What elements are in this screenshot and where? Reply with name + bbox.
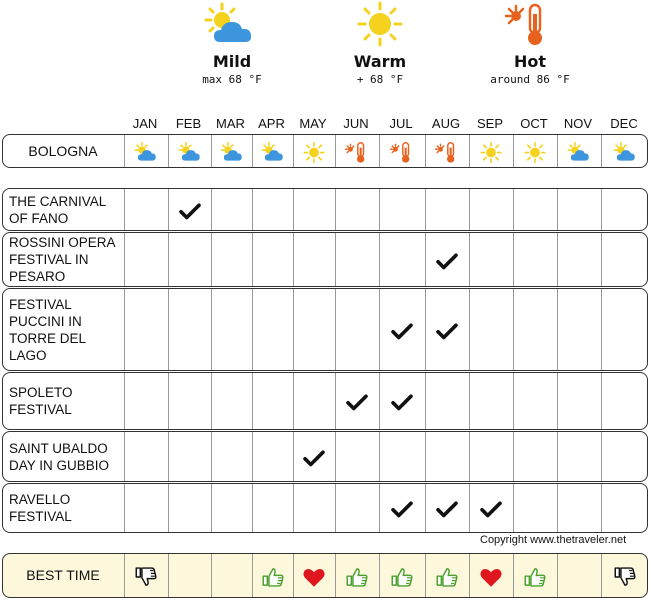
partly-cloudy-icon	[177, 141, 203, 164]
column-divider	[293, 189, 294, 230]
thumbs-down-icon	[133, 565, 159, 589]
column-divider	[252, 484, 253, 532]
column-divider	[601, 373, 602, 429]
partly-cloudy-icon	[612, 141, 638, 164]
month-oct: OCT	[520, 116, 548, 131]
column-divider	[379, 484, 380, 532]
best-time-row	[2, 553, 648, 598]
column-divider	[425, 233, 426, 286]
checkmark-icon	[434, 249, 460, 273]
column-divider	[168, 135, 169, 167]
column-divider	[601, 135, 602, 167]
column-divider	[335, 484, 336, 532]
column-divider	[252, 373, 253, 429]
event-name: FESTIVAL PUCCINI IN TORRE DEL LAGO	[9, 296, 86, 363]
column-divider	[469, 233, 470, 286]
column-divider	[211, 484, 212, 532]
column-divider	[513, 373, 514, 429]
column-divider	[425, 135, 426, 167]
legend-title: Mild	[212, 52, 252, 71]
city-weather-row	[2, 134, 648, 168]
checkmark-icon	[434, 319, 460, 343]
month-apr: APR	[258, 116, 285, 131]
event-name: THE CARNIVAL OF FANO	[9, 193, 106, 226]
column-divider	[379, 135, 380, 167]
checkmark-icon	[301, 446, 327, 470]
column-divider	[469, 554, 470, 597]
column-divider	[425, 189, 426, 230]
column-divider	[557, 484, 558, 532]
column-divider	[124, 554, 125, 597]
month-may: MAY	[299, 116, 327, 131]
column-divider	[557, 233, 558, 286]
column-divider	[601, 289, 602, 370]
column-divider	[168, 373, 169, 429]
column-divider	[379, 373, 380, 429]
heart-icon	[478, 565, 504, 589]
hot-thermometer-icon	[344, 141, 370, 164]
column-divider	[379, 432, 380, 481]
column-divider	[124, 432, 125, 481]
column-divider	[252, 289, 253, 370]
column-divider	[557, 373, 558, 429]
column-divider	[469, 484, 470, 532]
legend-title: Warm	[353, 52, 407, 71]
event-name: ROSSINI OPERA FESTIVAL IN PESARO	[9, 235, 115, 284]
checkmark-icon	[389, 390, 415, 414]
event-row	[2, 288, 648, 371]
column-divider	[335, 432, 336, 481]
column-divider	[379, 189, 380, 230]
column-divider	[211, 135, 212, 167]
sun-icon	[350, 0, 410, 50]
column-divider	[211, 373, 212, 429]
column-divider	[425, 484, 426, 532]
column-divider	[513, 189, 514, 230]
legend-title: Hot	[513, 52, 547, 71]
sun-icon	[522, 141, 548, 164]
column-divider	[557, 554, 558, 597]
column-divider	[513, 233, 514, 286]
column-divider	[293, 135, 294, 167]
column-divider	[469, 189, 470, 230]
month-nov: NOV	[563, 116, 593, 131]
month-sep: SEP	[476, 116, 503, 131]
copyright: Copyright www.thetraveler.net	[480, 534, 627, 546]
event-row	[2, 188, 648, 231]
column-divider	[557, 289, 558, 370]
column-divider	[557, 135, 558, 167]
column-divider	[124, 135, 125, 167]
column-divider	[557, 189, 558, 230]
month-feb: FEB	[175, 116, 202, 131]
column-divider	[379, 233, 380, 286]
sun-icon	[478, 141, 504, 164]
event-row	[2, 431, 648, 482]
column-divider	[252, 554, 253, 597]
checkmark-icon	[434, 497, 460, 521]
thumbs-up-icon	[260, 565, 286, 589]
column-divider	[469, 289, 470, 370]
column-divider	[335, 554, 336, 597]
column-divider	[252, 135, 253, 167]
partly-cloudy-icon	[566, 141, 592, 164]
hot-thermometer-icon	[500, 0, 560, 50]
city-name: BOLOGNA	[28, 142, 98, 159]
checkmark-icon	[389, 319, 415, 343]
thumbs-up-icon	[389, 565, 415, 589]
column-divider	[211, 189, 212, 230]
column-divider	[513, 484, 514, 532]
column-divider	[293, 233, 294, 286]
column-divider	[211, 233, 212, 286]
event-row	[2, 232, 648, 287]
month-jun: JUN	[343, 116, 369, 131]
column-divider	[601, 484, 602, 532]
column-divider	[469, 135, 470, 167]
column-divider	[513, 135, 514, 167]
column-divider	[601, 189, 602, 230]
heart-icon	[301, 565, 327, 589]
column-divider	[425, 289, 426, 370]
column-divider	[335, 189, 336, 230]
column-divider	[252, 432, 253, 481]
column-divider	[335, 289, 336, 370]
column-divider	[124, 484, 125, 532]
column-divider	[293, 432, 294, 481]
partly-cloudy-icon	[202, 0, 262, 50]
checkmark-icon	[177, 199, 203, 223]
column-divider	[379, 289, 380, 370]
column-divider	[425, 554, 426, 597]
column-divider	[168, 289, 169, 370]
legend-sub: around 86 °F	[490, 73, 570, 86]
column-divider	[168, 189, 169, 230]
column-divider	[469, 432, 470, 481]
partly-cloudy-icon	[219, 141, 245, 164]
column-divider	[379, 554, 380, 597]
legend-sub: max 68 °F	[202, 73, 262, 86]
column-divider	[168, 554, 169, 597]
column-divider	[293, 484, 294, 532]
checkmark-icon	[478, 497, 504, 521]
column-divider	[513, 554, 514, 597]
column-divider	[513, 432, 514, 481]
column-divider	[211, 289, 212, 370]
partly-cloudy-icon	[260, 141, 286, 164]
checkmark-icon	[389, 497, 415, 521]
column-divider	[335, 373, 336, 429]
column-divider	[168, 233, 169, 286]
column-divider	[293, 373, 294, 429]
hot-thermometer-icon	[389, 141, 415, 164]
column-divider	[124, 233, 125, 286]
checkmark-icon	[344, 390, 370, 414]
month-jan: JAN	[132, 116, 158, 131]
column-divider	[469, 373, 470, 429]
column-divider	[293, 554, 294, 597]
column-divider	[252, 189, 253, 230]
partly-cloudy-icon	[133, 141, 159, 164]
column-divider	[425, 373, 426, 429]
column-divider	[211, 432, 212, 481]
column-divider	[293, 289, 294, 370]
month-mar: MAR	[216, 116, 245, 131]
column-divider	[124, 289, 125, 370]
month-dec: DEC	[610, 116, 638, 131]
month-jul: JUL	[389, 116, 413, 131]
column-divider	[168, 484, 169, 532]
column-divider	[252, 233, 253, 286]
legend-warm	[320, 0, 440, 86]
column-divider	[557, 432, 558, 481]
thumbs-up-icon	[344, 565, 370, 589]
event-name: SAINT UBALDO DAY IN GUBBIO	[9, 440, 110, 473]
thumbs-up-icon	[434, 565, 460, 589]
best-time-label: BEST TIME	[26, 567, 100, 583]
column-divider	[425, 432, 426, 481]
column-divider	[513, 289, 514, 370]
thumbs-up-icon	[522, 565, 548, 589]
event-name: RAVELLO FESTIVAL	[9, 492, 72, 524]
event-name: SPOLETO FESTIVAL	[9, 385, 73, 417]
column-divider	[211, 554, 212, 597]
column-divider	[168, 432, 169, 481]
column-divider	[335, 233, 336, 286]
event-row	[2, 372, 648, 430]
month-aug: AUG	[431, 116, 461, 131]
column-divider	[601, 554, 602, 597]
thumbs-down-icon	[612, 565, 638, 589]
column-divider	[124, 373, 125, 429]
column-divider	[335, 135, 336, 167]
sun-icon	[301, 141, 327, 164]
hot-thermometer-icon	[434, 141, 460, 164]
column-divider	[601, 432, 602, 481]
column-divider	[124, 189, 125, 230]
event-row	[2, 483, 648, 533]
legend-mild	[172, 0, 292, 86]
column-divider	[601, 233, 602, 286]
legend-sub: + 68 °F	[356, 73, 404, 86]
legend-hot	[470, 0, 590, 86]
